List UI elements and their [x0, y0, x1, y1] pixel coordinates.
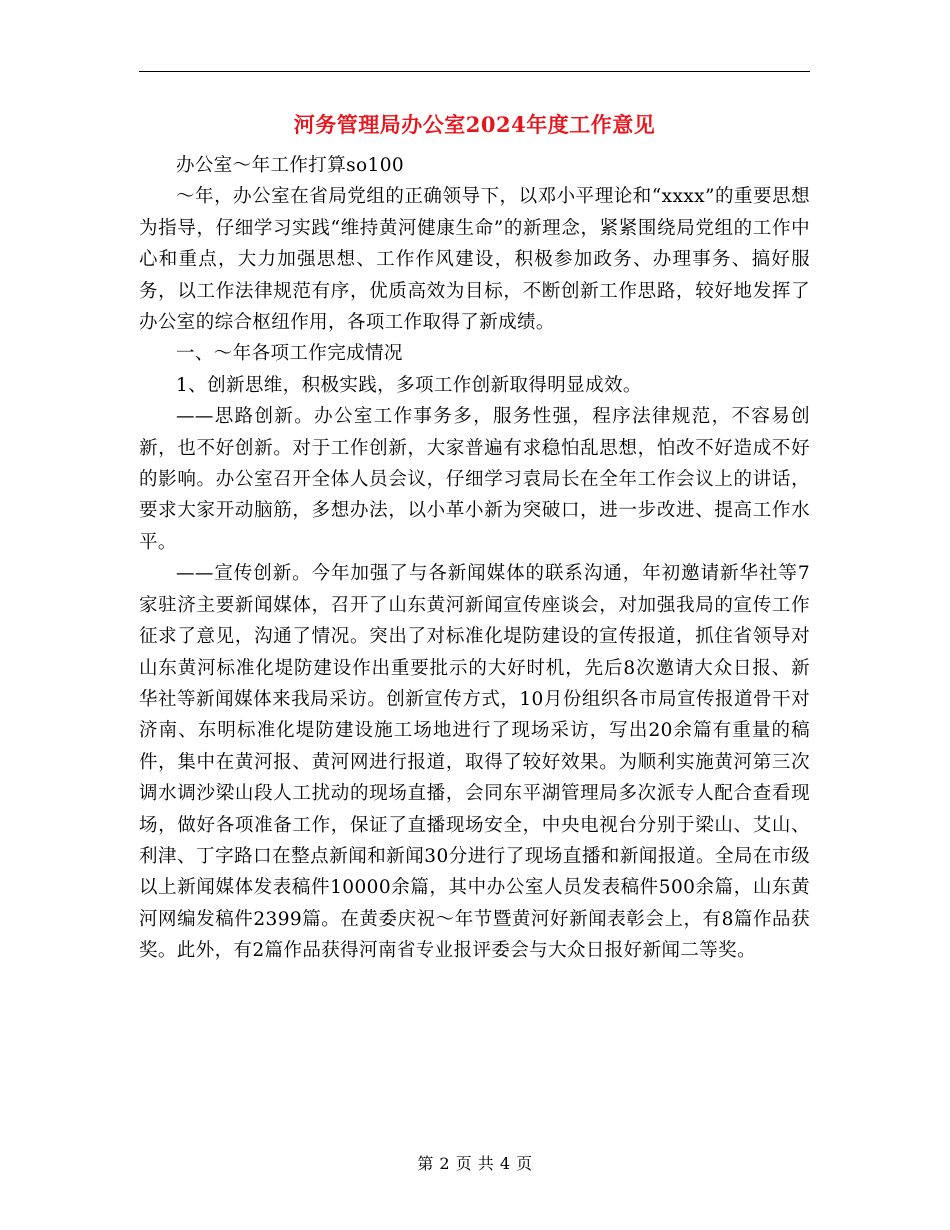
paragraph-intro: ～年，办公室在省局党组的正确领导下，以邓小平理论和“xxxx”的重要思想为指导，仔细学习实践“维持黄河健康生命”的新理念，紧紧围绕局党组的工作中心和重点，大力加强思想、工作作风建设，积极参加政务、办理事务、搞好服务，以工作法律规范有序，优质高效为目标，不断创新工作思路，较好地发挥了办公室的综合枢纽作用，各项工作取得了新成绩。	[139, 186, 810, 334]
paragraph-thinking-innovation: ——思路创新。办公室工作事务多，服务性强，程序法律规范，不容易创新，也不好创新。对于工作创新，大家普遍有求稳怕乱思想，怕改不好造成不好的影响。办公室召开全体人员会议，仔细学习袁局长在全年工作会议上的讲话，要求大家开动脑筋，多想办法，以小革小新为突破口，进一步改进、提高工作水平。	[139, 406, 810, 553]
header-rule	[139, 71, 810, 72]
page-footer: 第 2 页 共 4 页	[417, 1154, 533, 1173]
document-body	[139, 150, 810, 967]
paragraph-publicity-innovation: ——宣传创新。今年加强了与各新闻媒体的联系沟通，年初邀请新华社等7家驻济主要新闻媒体，召开了山东黄河新闻宣传座谈会，对加强我局的宣传工作征求了意见，沟通了情况。突出了对标准化堤防建设的宣传报道，抓住省领导对山东黄河标准化堤防建设作出重要批示的大好时机，先后8次邀请大众日报、新华社等新闻媒体来我局采访。创新宣传方式，10月份组织各市局宣传报道骨干对济南、东明标准化堤防建设施工场地进行了现场采访，写出20余篇有重量的稿件，集中在黄河报、黄河网进行报道，取得了较好效果。为顺利实施黄河第三次调水调沙梁山段人工扰动的现场直播，会同东平湖管理局多次派专人配合查看现场，做好各项准备工作，保证了直播现场安全，中央电视台分别于梁山、艾山、利津、丁字路口在整点新闻和新闻30分进行了现场直播和新闻报道。全局在市级以上新闻媒体发表稿件10000余篇，其中办公室人员发表稿件500余篇，山东黄河网编发稿件2399篇。在黄委庆祝～年节暨黄河好新闻表彰会上，有8篇作品获奖。此外，有2篇作品获得河南省专业报评委会与大众日报好新闻二等奖。	[139, 563, 810, 962]
section-heading: 一、～年各项工作完成情况	[176, 343, 403, 365]
paragraph-subtitle: 办公室～年工作打算so100	[176, 155, 405, 176]
document-title: 河务管理局办公室2024年度工作意见	[293, 112, 656, 137]
subsection-heading: 1、创新思维，积极实践，多项工作创新取得明显成效。	[176, 374, 642, 396]
